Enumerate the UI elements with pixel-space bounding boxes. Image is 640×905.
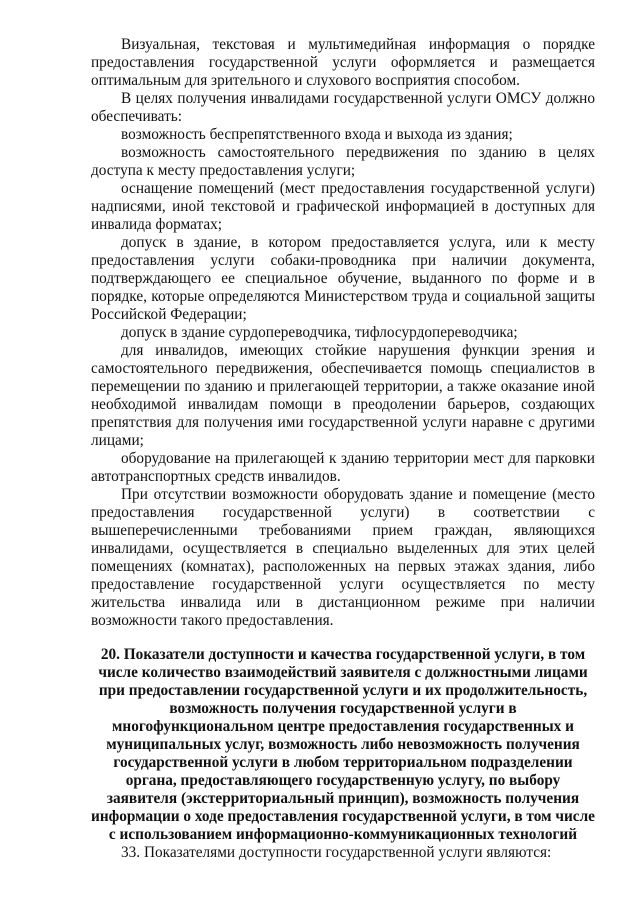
list-item: оборудование на прилегающей к зданию территории мест для парковки автотранспортных средств инвалидов. [91,450,595,485]
paragraph: В целях получения инвалидами государственной услуги ОМСУ должно обеспечивать: [91,90,595,125]
list-item: возможность беспрепятственного входа и выхода из здания; [121,126,513,143]
paragraph: При отсутствии возможности оборудовать здание и помещение (место предоставления государственной услуги) в соответствии с вышеперечисленными требованиями прием граждан, являющихся инвалидами, осуществляется в специально выделенных для этих целей помещениях (комнатах), расположенных на первых этажах здания, либо предоставление государственной услуги осуществляется по месту жительства инвалида или в дистанционном режиме при наличии возможности такого предоставления. [91,486,595,629]
section-heading: 20. Показатели доступности и качества государственной услуги, в том числе количество взаимодействий заявителя с должностными лицами при предоставлении государственной услуги и их продолжительность, возможность получения государственной услуги в многофункциональном центре предоставления государственных и муниципальных услуг, возможность либо невозможность получения государственной услуги в любом территориальном подразделении органа, предоставляющего государственную услугу, по выбору заявителя (экстерриториальный принцип), возможность получения информации о ходе предоставления государственной услуги, в том числе с использованием информационно-коммуникационных технологий [91,646,595,843]
list-item: возможность самостоятельного передвижения по зданию в целях доступа к месту предоставления услуги; [91,144,595,179]
list-item: допуск в здание сурдопереводчика, тифлосурдопереводчика; [121,324,518,341]
section-spacer [91,630,595,646]
list-item: для инвалидов, имеющих стойкие нарушения функции зрения и самостоятельного передвижения, обеспечивается помощь специалистов в перемещении по зданию и прилегающей территории, а также оказание иной необходимой инвалидам помощи в преодолении барьеров, создающих препятствия для получения ими государственной услуги наравне с другими лицами; [91,342,595,449]
paragraph: Визуальная, текстовая и мультимедийная информация о порядке предоставления государственной услуги оформляется и размещается оптимальным для зрительного и слухового восприятия способом. [91,36,595,89]
list-item: оснащение помещений (мест предоставления государственной услуги) надписями, иной текстовой и графической информацией в доступных для инвалида форматах; [91,180,595,233]
document-body [91,36,595,862]
list-item: допуск в здание, в котором предоставляется услуга, или к месту предоставления услуги собаки-проводника при наличии документа, подтверждающего ее специальное обучение, выданного по форме и в порядке, которые определяются Министерством труда и социальной защиты Российской Федерации; [91,234,595,323]
paragraph: 33. Показателями доступности государственной услуги являются: [121,844,552,861]
